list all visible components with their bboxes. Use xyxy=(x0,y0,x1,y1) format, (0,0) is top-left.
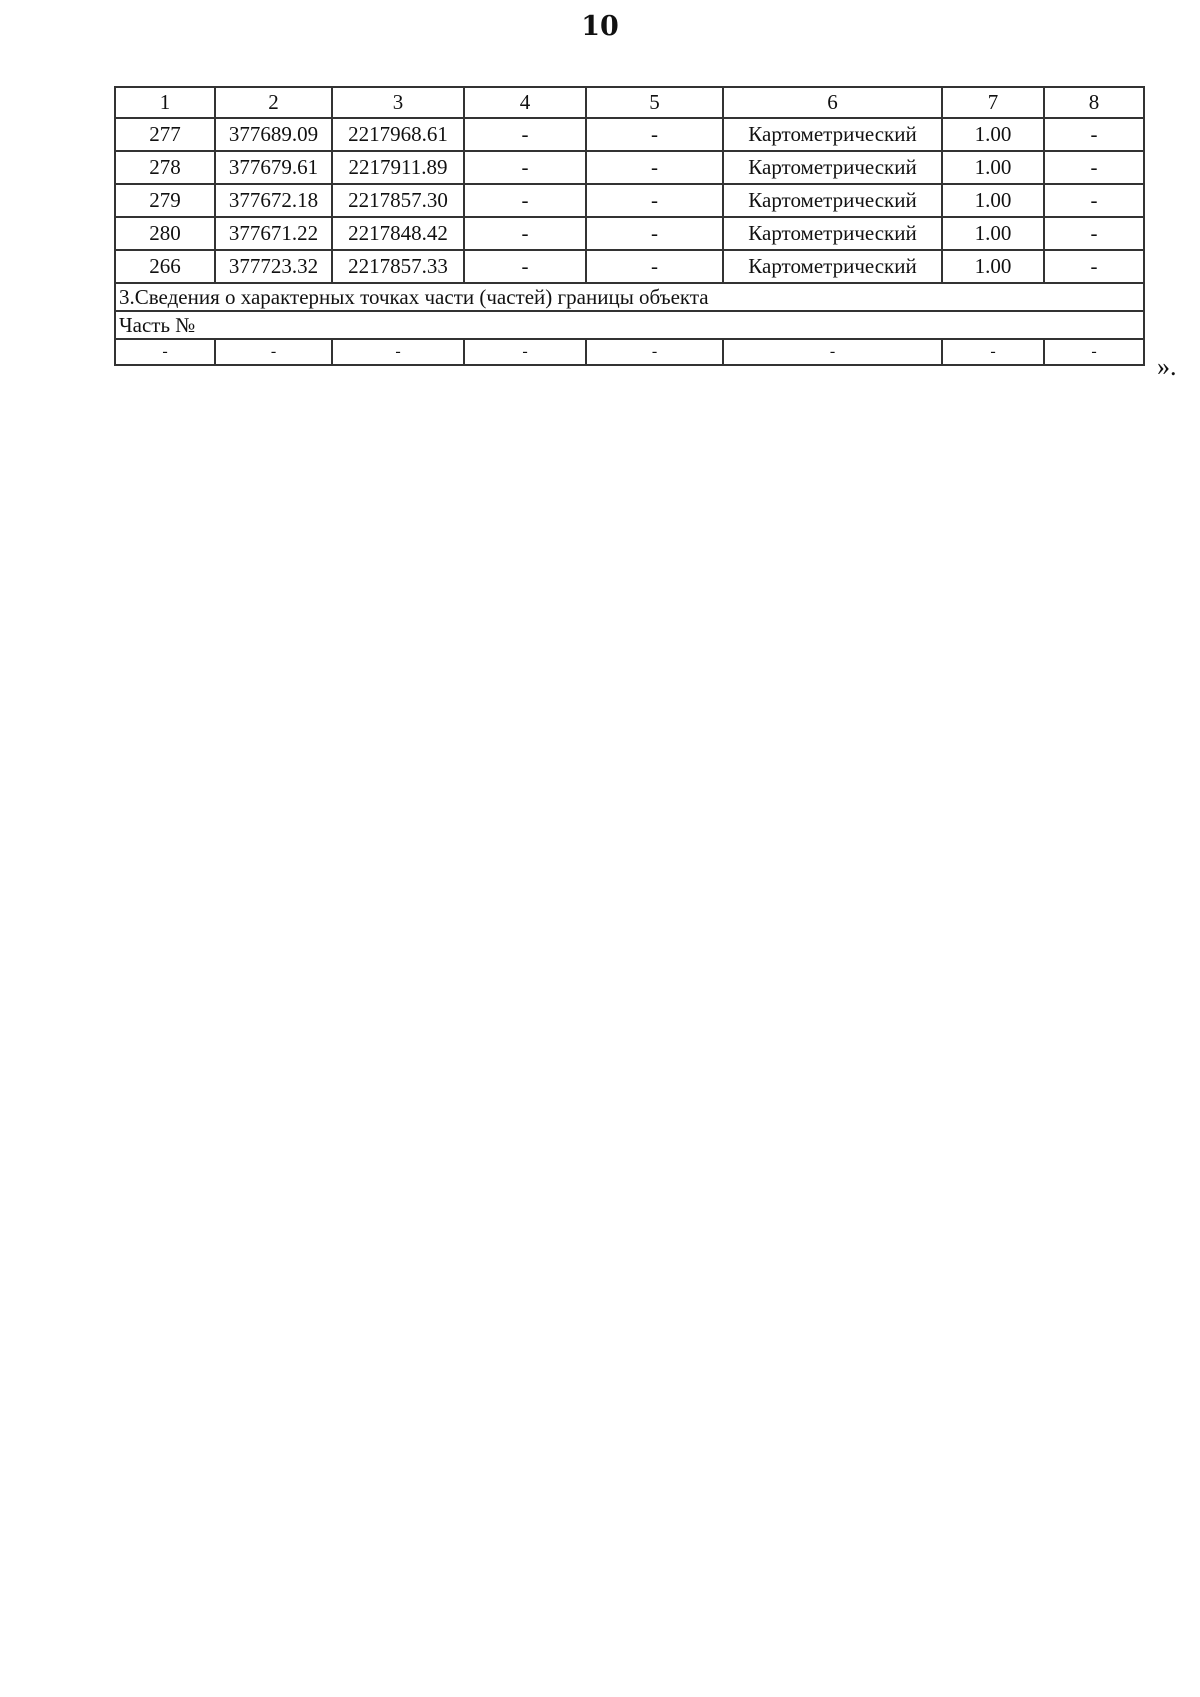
method-cell: Картометрический xyxy=(723,184,942,217)
coordinate-y: 2217848.42 xyxy=(332,217,464,250)
page-number: 10 xyxy=(581,11,619,42)
method-cell: Картометрический xyxy=(723,217,942,250)
accuracy-cell: 1.00 xyxy=(942,151,1044,184)
table-cell: - xyxy=(1044,151,1144,184)
table-row xyxy=(115,118,1144,151)
table-cell: - xyxy=(332,339,464,365)
table-cell: - xyxy=(1044,184,1144,217)
coordinates-table xyxy=(114,86,1145,366)
table-row xyxy=(115,184,1144,217)
table-row xyxy=(115,250,1144,283)
method-cell: Картометрический xyxy=(723,118,942,151)
table-cell: - xyxy=(464,184,586,217)
table-cell: - xyxy=(464,217,586,250)
table-cell: - xyxy=(464,250,586,283)
table-row xyxy=(115,151,1144,184)
table-header-row xyxy=(115,87,1144,118)
method-cell: Картометрический xyxy=(723,151,942,184)
point-number: 278 xyxy=(115,151,215,184)
coordinate-y: 2217857.30 xyxy=(332,184,464,217)
coordinate-x: 377672.18 xyxy=(215,184,332,217)
table-cell: - xyxy=(464,118,586,151)
point-number: 277 xyxy=(115,118,215,151)
table-cell: - xyxy=(464,151,586,184)
section-title-row xyxy=(115,283,1144,311)
method-cell: Картометрический xyxy=(723,250,942,283)
table-cell: - xyxy=(723,339,942,365)
column-header: 7 xyxy=(942,87,1044,118)
accuracy-cell: 1.00 xyxy=(942,118,1044,151)
table-cell: - xyxy=(586,184,723,217)
coordinate-y: 2217911.89 xyxy=(332,151,464,184)
table-cell: - xyxy=(215,339,332,365)
table-cell: - xyxy=(1044,118,1144,151)
coordinate-x: 377671.22 xyxy=(215,217,332,250)
table-cell: - xyxy=(586,217,723,250)
accuracy-cell: 1.00 xyxy=(942,250,1044,283)
accuracy-cell: 1.00 xyxy=(942,184,1044,217)
table-cell: - xyxy=(586,118,723,151)
table-cell: - xyxy=(1044,217,1144,250)
point-number: 266 xyxy=(115,250,215,283)
accuracy-cell: 1.00 xyxy=(942,217,1044,250)
column-header: 1 xyxy=(115,87,215,118)
table-cell: - xyxy=(586,339,723,365)
coordinate-x: 377723.32 xyxy=(215,250,332,283)
table-cell: - xyxy=(464,339,586,365)
table-row xyxy=(115,217,1144,250)
column-header: 2 xyxy=(215,87,332,118)
column-header: 4 xyxy=(464,87,586,118)
table-cell: - xyxy=(1044,339,1144,365)
column-header: 5 xyxy=(586,87,723,118)
table-cell: - xyxy=(586,250,723,283)
table-cell: - xyxy=(1044,250,1144,283)
part-label-row xyxy=(115,311,1144,339)
coordinate-x: 377689.09 xyxy=(215,118,332,151)
column-header: 6 xyxy=(723,87,942,118)
section-title: 3.Сведения о характерных точках части (частей) границы объекта xyxy=(115,283,1144,311)
table-cell: - xyxy=(115,339,215,365)
column-header: 8 xyxy=(1044,87,1144,118)
point-number: 280 xyxy=(115,217,215,250)
closing-quote: ». xyxy=(1157,352,1177,381)
coordinate-y: 2217857.33 xyxy=(332,250,464,283)
empty-table-row xyxy=(115,339,1144,365)
coordinate-y: 2217968.61 xyxy=(332,118,464,151)
coordinate-x: 377679.61 xyxy=(215,151,332,184)
table-cell: - xyxy=(942,339,1044,365)
table-cell: - xyxy=(586,151,723,184)
column-header: 3 xyxy=(332,87,464,118)
part-label: Часть № xyxy=(115,311,1144,339)
point-number: 279 xyxy=(115,184,215,217)
